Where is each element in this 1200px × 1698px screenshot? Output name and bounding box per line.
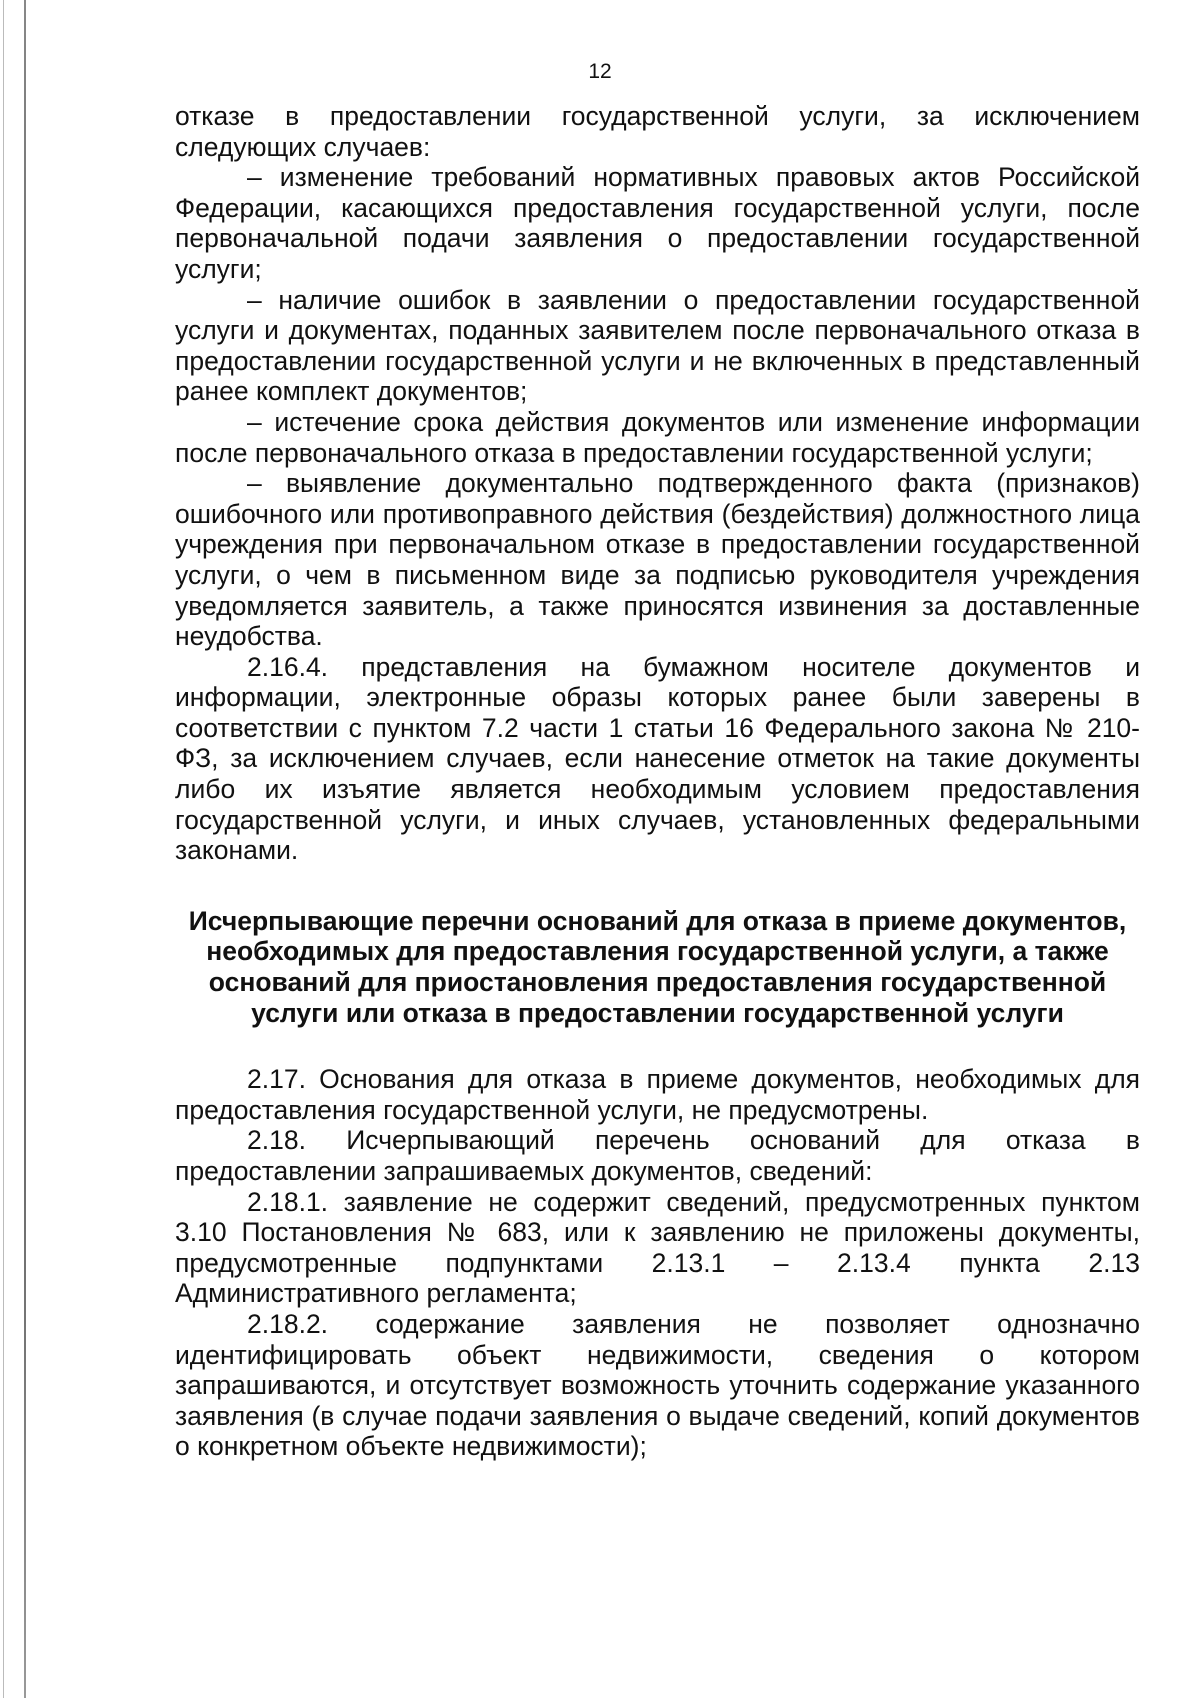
page-number: 12	[588, 60, 612, 83]
clause-2-17: 2.17. Основания для отказа в приеме документов, необходимых для предоставления государственной услуги, не предусмотрены.	[175, 1064, 1140, 1125]
clause-2-18-2: 2.18.2. содержание заявления не позволяет однозначно идентифицировать объект недвижимости, сведения о котором запрашиваются, и отсутствует возможность уточнить содержание указанного заявления (в случае подачи заявления о выдаче сведений, копий документов о конкретном объекте недвижимости);	[175, 1308, 1140, 1462]
paragraph-continuation: отказе в предоставлении государственной услуги, за исключением следующих случаев:	[175, 101, 1140, 162]
scan-border-line	[3, 0, 4, 1698]
document-body	[175, 101, 1140, 1462]
list-item-requirements-change: – изменение требований нормативных правовых актов Российской Федерации, касающихся предоставления государственной услуги, после первоначальной подачи заявления о предоставлении государственной услуги;	[175, 162, 1140, 284]
clause-2-18-1: 2.18.1. заявление не содержит сведений, предусмотренных пунктом 3.10 Постановления № 683, или к заявлению не приложены документы, предусмотренные подпунктами 2.13.1 – 2.13.4 пункта 2.13 Административного регламента;	[175, 1186, 1140, 1309]
list-item-expiry: – истечение срока действия документов или изменение информации после первоначального отказа в предоставлении государственной услуги;	[175, 406, 1140, 468]
clause-2-18: 2.18. Исчерпывающий перечень оснований для отказа в предоставлении запрашиваемых документов, сведений:	[175, 1125, 1140, 1186]
list-item-errors: – наличие ошибок в заявлении о предоставлении государственной услуги и документах, поданных заявителем после первоначального отказа в предоставлении государственной услуги и не включенных в представленный ранее комплект документов;	[175, 284, 1140, 407]
clause-2-16-4: 2.16.4. представления на бумажном носителе документов и информации, электронные образы которых ранее были заверены в соответствии с пунктом 7.2 части 1 статьи 16 Федерального закона № 210-ФЗ, за исключением случаев, если нанесение отметок на такие документы либо их изъятие является необходимым условием предоставления государственной услуги, и иных случаев, установленных федеральными законами.	[175, 651, 1140, 866]
list-item-official-error: – выявление документально подтвержденного факта (признаков) ошибочного или противоправного действия (бездействия) должностного лица учреждения при первоначальном отказе в предоставлении государственной услуги, о чем в письменном виде за подписью руководителя учреждения уведомляется заявитель, а также приносятся извинения за доставленные неудобства.	[175, 468, 1140, 652]
section-heading: Исчерпывающие перечни оснований для отказа в приеме документов, необходимых для предоставления государственной услуги, а также оснований для приостановления предоставления государственной услуги или отказа в предоставлении государственной услуги	[188, 905, 1127, 1028]
scan-binding-edge	[24, 0, 26, 1698]
